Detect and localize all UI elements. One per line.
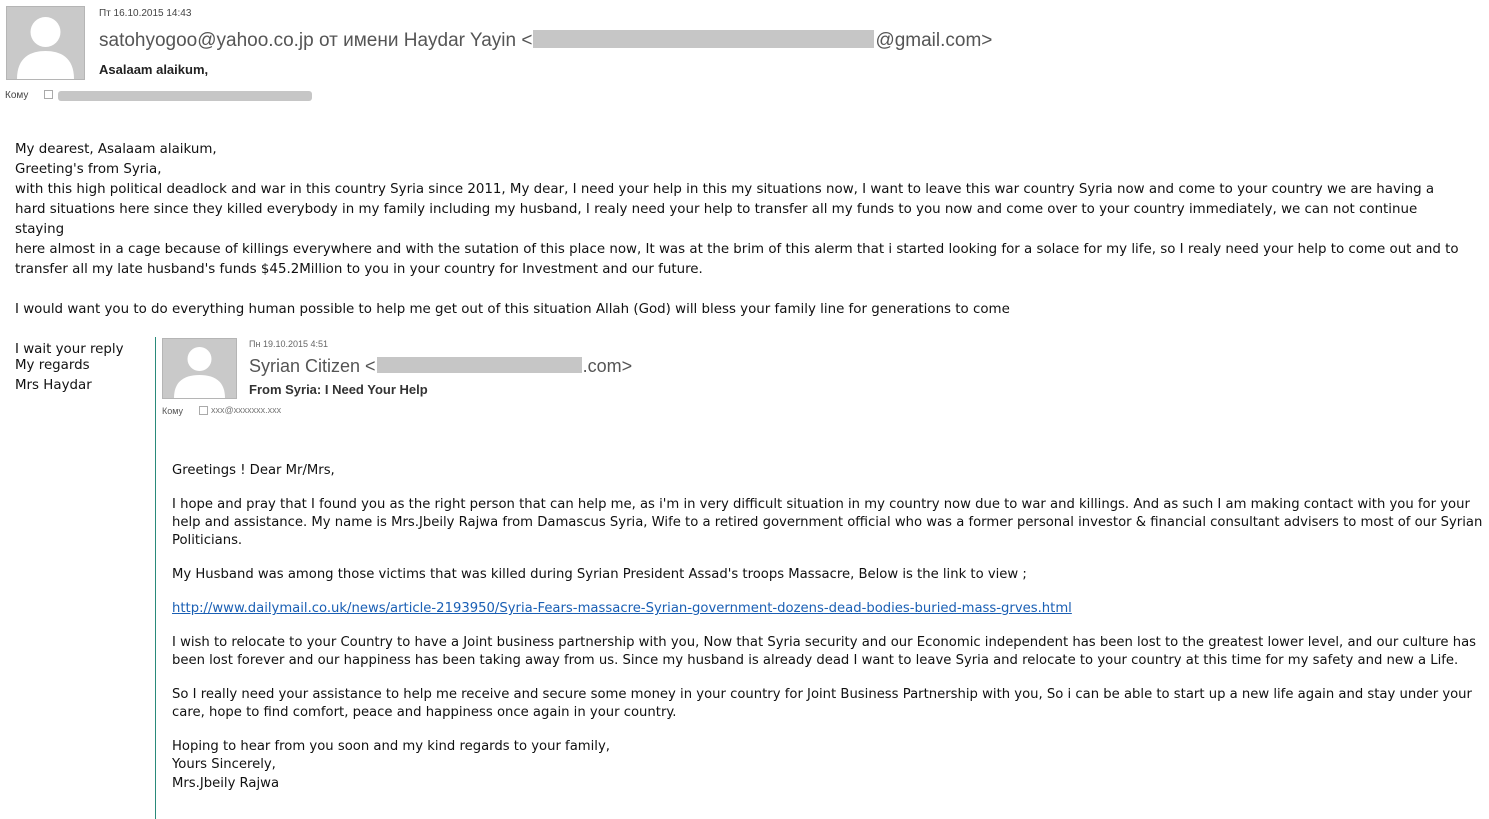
email-sender[interactable]: [99, 30, 992, 52]
quote-divider: [155, 337, 156, 819]
person-icon: [7, 7, 84, 79]
body-paragraph: Greetings ! Dear Mr/Mrs,: [172, 463, 335, 478]
to-label: Кому: [162, 406, 184, 416]
recipient-address[interactable]: xxx@xxxxxxx.xxx: [211, 405, 282, 415]
redacted-address: [533, 30, 874, 48]
redacted-recipient: [58, 91, 312, 101]
email-subject: From Syria: I Need Your Help: [249, 382, 428, 397]
body-line: hard situations here since they killed everybody in my family including my husband, I realy need your help to transfer all my funds to you now and come over to your country immediately, we can not continue staying: [15, 202, 1418, 237]
email-sender[interactable]: [249, 356, 632, 377]
sender-domain: @gmail.com>: [875, 30, 993, 51]
closing-line: Hoping to hear from you soon and my kind regards to your family,: [172, 738, 610, 754]
body-line: here almost in a cage because of killings everywhere and with the sutation of this place now, It was at the brim of this alerm that i started looking for a solace for my life, so I realy need your help to come out and to: [15, 242, 1459, 257]
body-paragraph: So I really need your assistance to help me receive and secure some money in your country for Joint Business Partnership with you, So i can be able to start up a new life again and stay under your care, hope to find comfort, peace and happiness once again in your country.: [172, 686, 1472, 721]
email-date: Пт 16.10.2015 14:43: [99, 8, 192, 19]
sender-avatar: [162, 338, 237, 399]
to-label: Кому: [5, 90, 29, 101]
body-line: Greeting's from Syria,: [15, 162, 162, 177]
closing-block: [172, 738, 1484, 793]
email-subject: Asalaam alaikum,: [99, 62, 209, 77]
person-icon: [163, 339, 236, 398]
redacted-address: [377, 357, 582, 373]
body-paragraph: I would want you to do everything human possible to help me get out of this situation Allah (God) will bless your family line for generations to come: [15, 302, 1010, 317]
recipient-checkbox[interactable]: [199, 406, 208, 415]
body-line: My dearest, Asalaam alaikum,: [15, 142, 217, 157]
signature-text: Mrs.Jbeily Rajwa: [172, 775, 280, 791]
article-link[interactable]: http://www.dailymail.co.uk/news/article-2193950/Syria-Fears-massacre-Syrian-government-dozens-dead-bodies-buried-mass-grves.html: [172, 600, 1072, 616]
body-paragraph: I hope and pray that I found you as the right person that can help me, as i'm in very difficult situation in my country now due to war and killings. And as such I am making contact with you for your help and assistance. My name is Mrs.Jbeily Rajwa from Damascus Syria, Wife to a retired government official who was a former personal investor & financial consultant advisers to most of our Syrian Politicians.: [172, 496, 1483, 549]
email-date: Пн 19.10.2015 4:51: [249, 339, 329, 349]
email-body: [15, 140, 1470, 360]
sender-name: Syrian Citizen <: [249, 356, 376, 376]
body-paragraph: [172, 600, 1484, 618]
quoted-email-body: [172, 462, 1484, 793]
sender-domain: .com>: [582, 356, 633, 376]
body-paragraph: My Husband was among those victims that was killed during Syrian President Assad's troops Massacre, Below is the link to view ;: [172, 567, 1027, 583]
body-paragraph: I wait your reply: [15, 342, 124, 357]
signature-text: Mrs Haydar: [15, 378, 92, 393]
sender-avatar: [6, 6, 85, 80]
body-line: transfer all my late husband's funds $45.2Million to you in your country for Investment and our future.: [15, 262, 703, 277]
recipient-checkbox[interactable]: [44, 90, 53, 99]
signoff: [15, 356, 92, 396]
sender-name: satohyogoo@yahoo.co.jp от имени Haydar Yayin <: [99, 30, 533, 51]
body-line: with this high political deadlock and war in this country Syria since 2011, My dear, I need your help in this my situations now, I want to leave this war country Syria now and come to your country we are having a: [15, 182, 1435, 197]
regards-text: My regards: [15, 358, 90, 373]
closing-line: Yours Sincerely,: [172, 757, 276, 773]
body-paragraph: I wish to relocate to your Country to have a Joint business partnership with you, Now that Syria security and our Economic independent has been lost to the greatest lower level, and our culture has been lost forever and our happiness has been taking away from us. Since my husband is already dead I want to leave Syria and relocate to your country at this time for my safety and new a Life.: [172, 634, 1477, 669]
